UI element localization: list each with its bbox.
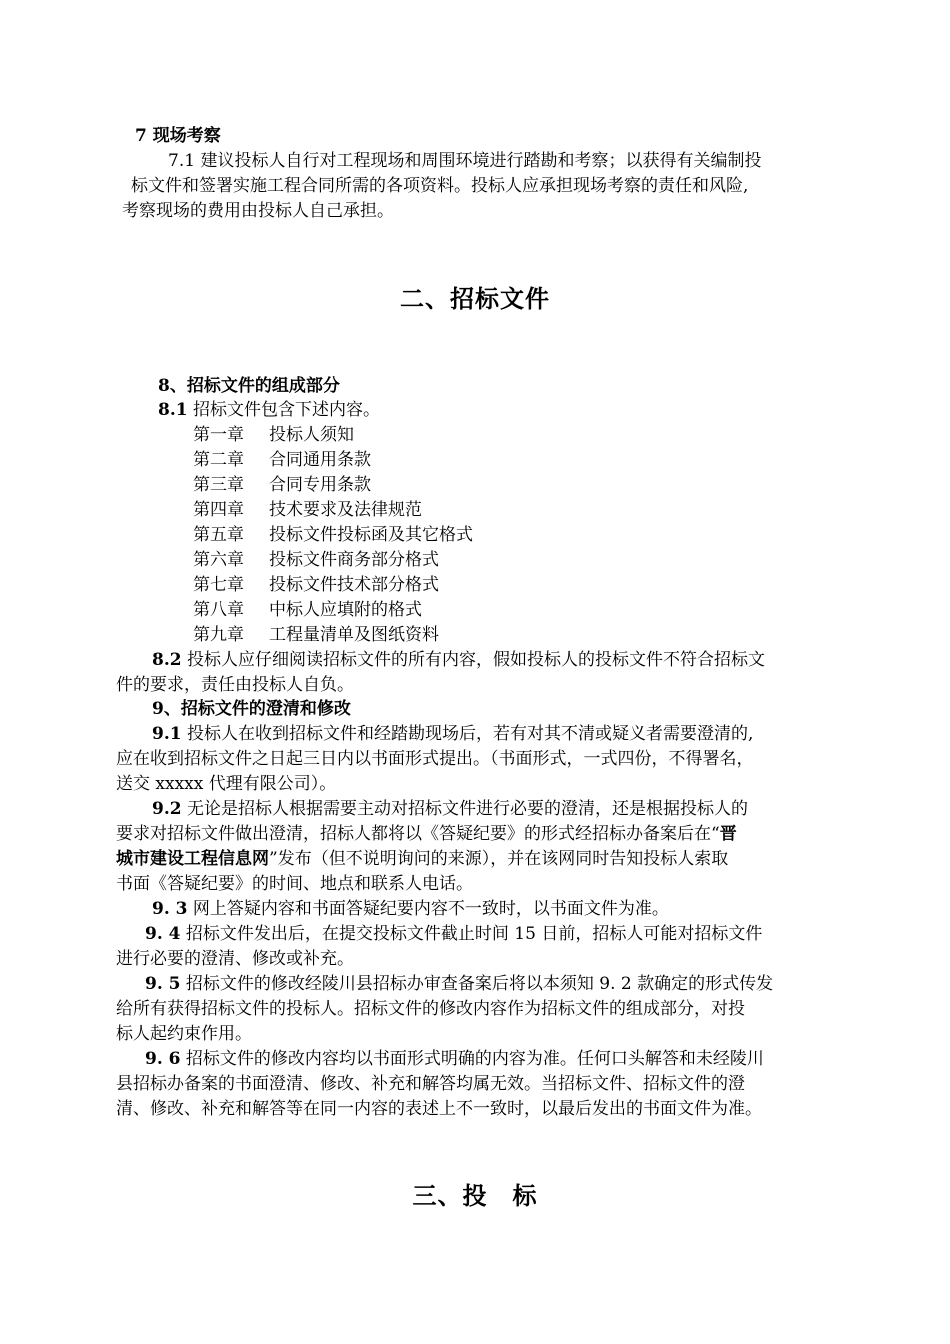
para-8-1: 8.1 招标文件包含下述内容。: [158, 400, 380, 420]
toc-item: 第九章 工程量清单及图纸资料: [193, 625, 439, 645]
para-9-2-line4: 书面《答疑纪要》的时间、地点和联系人电话。: [116, 874, 473, 894]
toc-item: 第八章 中标人应填附的格式: [193, 600, 422, 620]
toc-item: 第一章 投标人须知: [193, 425, 354, 445]
heading-9: 9、招标文件的澄清和修改: [152, 699, 351, 719]
para-9-5-line2: 给所有获得招标文件的投标人。招标文件的修改内容作为招标文件的组成部分，对投: [116, 999, 745, 1019]
para-9-5-line1: 9. 5 招标文件的修改经陵川县招标办审查备案后将以本须知 9. 2 款确定的形式传发: [145, 974, 774, 994]
para-7-1-line2: 标文件和签署实施工程合同所需的各项资料。投标人应承担现场考察的责任和风险,: [131, 176, 749, 196]
para-7-1-line3: 考察现场的费用由投标人自己承担。: [122, 201, 394, 221]
toc-item: 第二章 合同通用条款: [193, 450, 371, 470]
para-9-4-line2: 进行必要的澄清、修改或补充。: [116, 949, 354, 969]
toc-item: 第六章 投标文件商务部分格式: [193, 550, 439, 570]
para-9-1-line2: 应在收到招标文件之日起三日内以书面形式提出。（书面形式，一式四份，不得署名，: [116, 749, 754, 769]
toc-item: 第五章 投标文件投标函及其它格式: [193, 525, 473, 545]
para-9-5-line3: 标人起约束作用。: [116, 1024, 252, 1044]
para-8-2-line1: 8.2 投标人应仔细阅读招标文件的所有内容，假如投标人的投标文件不符合招标文: [152, 650, 765, 670]
para-7-1-line1: 7.1 建议投标人自行对工程现场和周围环境进行踏勘和考察；以获得有关编制投: [168, 151, 762, 171]
para-8-2-line2: 件的要求，责任由投标人自负。: [116, 675, 354, 695]
para-9-1-line1: 9.1 投标人在收到招标文件和经踏勘现场后，若有对其不清或疑义者需要澄清的,: [152, 724, 754, 744]
para-9-3: 9. 3 网上答疑内容和书面答疑纪要内容不一致时，以书面文件为准。: [152, 899, 669, 919]
para-9-1-line3: 送交 xxxxx 代理有限公司）。: [116, 774, 337, 794]
para-9-4-line1: 9. 4 招标文件发出后，在提交投标文件截止时间 15 日前，招标人可能对招标文件: [145, 924, 763, 944]
para-9-2-line1: 9.2 无论是招标人根据需要主动对招标文件进行必要的澄清，还是根据投标人的: [152, 799, 748, 819]
para-9-6-line2: 县招标办备案的书面澄清、修改、补充和解答均属无效。当招标文件、招标文件的澄: [116, 1074, 745, 1094]
heading-8: 8、招标文件的组成部分: [158, 376, 340, 396]
para-9-6-line1: 9. 6 招标文件的修改内容均以书面形式明确的内容为准。任何口头解答和未经陵川: [145, 1049, 764, 1069]
section-title-3: 三、投 标: [412, 1181, 538, 1210]
section-title-2: 二、招标文件: [400, 284, 550, 313]
toc-item: 第四章 技术要求及法律规范: [193, 500, 422, 520]
para-9-2-line3: 城市建设工程信息网”发布（但不说明询问的来源），并在该网同时告知投标人索取: [116, 849, 729, 869]
toc-item: 第三章 合同专用条款: [193, 475, 371, 495]
para-9-2-line2: 要求对招标文件做出澄清，招标人都将以《答疑纪要》的形式经招标办备案后在“晋: [116, 824, 737, 844]
para-9-6-line3: 清、修改、补充和解答等在同一内容的表述上不一致时，以最后发出的书面文件为准。: [116, 1099, 762, 1119]
heading-7: 7 现场考察: [135, 126, 221, 146]
toc-item: 第七章 投标文件技术部分格式: [193, 575, 439, 595]
